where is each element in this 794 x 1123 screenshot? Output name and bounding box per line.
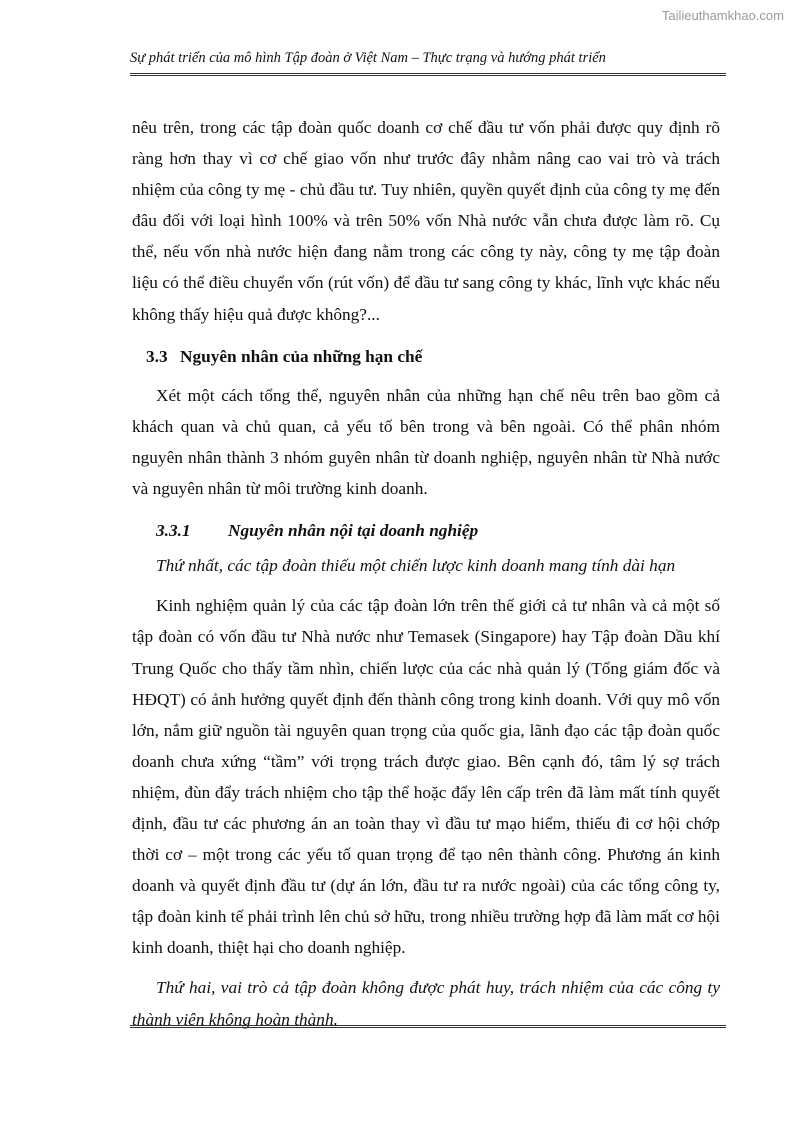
document-body <box>132 112 720 1035</box>
paragraph-overview: Xét một cách tổng thể, nguyên nhân của những hạn chế nêu trên bao gồm cả khách quan và chủ quan, cả yếu tố bên trong và bên ngoài. Có thể phân nhóm nguyên nhân thành 3 nhóm guyên nhân từ doanh nghiệp, nguyên nhân từ Nhà nước và nguyên nhân từ môi trường kinh doanh. <box>132 385 720 499</box>
subsection-title: Nguyên nhân nội tại doanh nghiệp <box>228 521 479 541</box>
paragraph-continuation: nêu trên, trong các tập đoàn quốc doanh cơ chế đầu tư vốn phải được quy định rõ ràng hơn thay vì cơ chế giao vốn như trước đây nhằm nâng cao vai trò và trách nhiệm của công ty mẹ - chủ đầu tư. Tuy nhiên, quyền quyết định của công ty mẹ đến đâu đối với loại hình 100% và trên 50% vốn Nhà nước vẫn chưa được làm rõ. Cụ thể, nếu vốn nhà nước hiện đang nằm trong các công ty này, công ty mẹ tập đoàn liệu có thể điều chuyển vốn (rút vốn) để đầu tư sang công ty khác, lĩnh vực khác nếu không thấy hiệu quả được không?... <box>132 118 720 324</box>
section-number: 3.3 <box>146 346 168 366</box>
subsection-number: 3.3.1 <box>156 521 191 541</box>
paragraph-experience: Kinh nghiệm quản lý của các tập đoàn lớn trên thế giới cả tư nhân và cả một số tập đoàn có vốn đầu tư Nhà nước như Temasek (Singapore) hay Tập đoàn Dầu khí Trung Quốc cho thấy tầm nhìn, chiến lược của các nhà quản lý (Tổng giám đốc và HĐQT) có ảnh hưởng quyết định đến thành công trong kinh doanh. Với quy mô vốn lớn, nắm giữ nguồn tài nguyên quan trọng của quốc gia, lãnh đạo các tập đoàn quốc doanh chưa xứng “tầm” với trọng trách được giao. Bên cạnh đó, tâm lý sợ trách nhiệm, đùn đẩy trách nhiệm cho tập thể hoặc đẩy lên cấp trên đã làm mất tính quyết định, đầu tư các phương án an toàn thay vì đầu tư mạo hiểm, thiếu đi cơ hội chớp thời cơ – một trong các yếu tố quan trọng để tạo nên thành công. Phương án kinh doanh và quyết định đầu tư (dự án lớn, đầu tư ra nước ngoài) của các tổng công ty, tập đoàn kinh tế phải trình lên chủ sở hữu, trong nhiều trường hợp đã làm mất cơ hội kinh doanh, thiệt hại cho doanh nghiệp. <box>132 596 720 958</box>
section-title: Nguyên nhân của những hạn chế <box>180 346 423 366</box>
page-header: Sự phát triển của mô hình Tập đoàn ở Việt Nam – Thực trạng và hướng phát triển <box>130 50 726 76</box>
italic-point-first: Thứ nhất, các tập đoàn thiếu một chiến lược kinh doanh mang tính dài hạn <box>156 556 676 576</box>
footer-divider <box>130 1025 726 1028</box>
section-heading <box>132 341 720 372</box>
watermark: Tailieuthamkhao.com <box>661 8 784 23</box>
subsection-heading <box>132 515 720 546</box>
italic-point-second: Thứ hai, vai trò cả tập đoàn không được phát huy, trách nhiệm của các công ty thành viên không hoàn thành. <box>132 978 720 1029</box>
